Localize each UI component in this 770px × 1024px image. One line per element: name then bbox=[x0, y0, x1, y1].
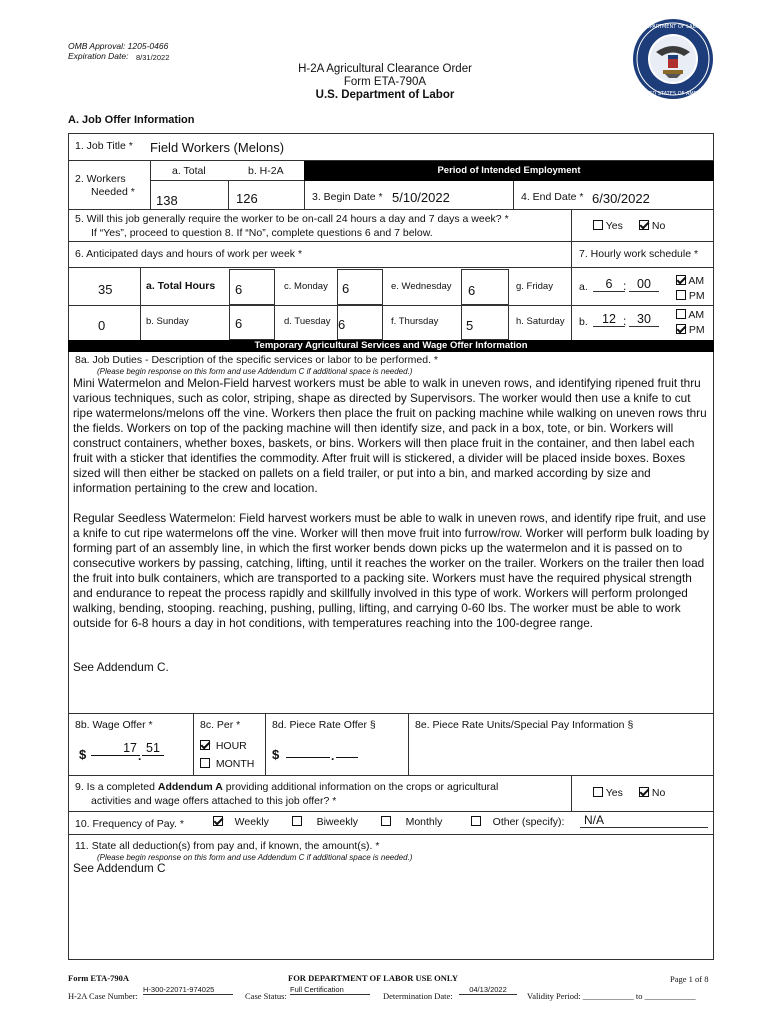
schedule-b-pm[interactable] bbox=[676, 324, 705, 336]
pay-weekly-option[interactable] bbox=[213, 816, 269, 828]
pay-biweekly-option[interactable] bbox=[292, 816, 358, 828]
schedule-b-pm-checkbox[interactable] bbox=[676, 324, 686, 334]
footer-page: Page 1 of 8 bbox=[670, 974, 709, 984]
addendum-yes-option[interactable] bbox=[593, 787, 623, 799]
total-label: a. Total bbox=[172, 165, 206, 177]
section-a-title: A. Job Offer Information bbox=[68, 114, 195, 126]
pay-monthly-checkbox[interactable] bbox=[381, 816, 391, 826]
monday-hours-field[interactable]: 6 bbox=[342, 281, 350, 296]
total-hours-field[interactable]: 35 bbox=[98, 282, 113, 297]
schedule-a-label: a. bbox=[579, 281, 588, 293]
sunday-label: b. Sunday bbox=[146, 316, 189, 327]
job-title-field[interactable]: Field Workers (Melons) bbox=[150, 140, 285, 155]
addendum-a-text-1: 9. Is a completed bbox=[75, 781, 158, 793]
job-title-label: 1. Job Title * bbox=[75, 140, 133, 152]
job-duties-label: 8a. Job Duties - Description of the specific services or labor to be performed. * bbox=[75, 354, 438, 366]
wednesday-hours-field[interactable]: 6 bbox=[468, 283, 476, 298]
expiration-label: Expiration Date: bbox=[68, 51, 129, 61]
pay-biweekly-label: Biweekly bbox=[316, 816, 359, 828]
schedule-b-hour[interactable]: 12 bbox=[593, 312, 625, 327]
addendum-a-question-2: activities and wage offers attached to this job offer? * bbox=[91, 795, 337, 807]
begin-date-label: 3. Begin Date * bbox=[312, 191, 383, 203]
determination-date-label: Determination Date: bbox=[383, 991, 453, 1001]
svg-text:UNITED STATES OF AMERICA: UNITED STATES OF AMERICA bbox=[637, 91, 709, 97]
tuesday-label: d. Tuesday bbox=[284, 316, 331, 327]
period-header: Period of Intended Employment bbox=[304, 161, 714, 181]
end-date-field[interactable]: 6/30/2022 bbox=[592, 191, 650, 206]
per-month-checkbox[interactable] bbox=[200, 758, 210, 768]
piece-rate-decimal: . bbox=[331, 749, 335, 763]
schedule-b-am-label: AM bbox=[688, 309, 705, 321]
pay-weekly-label: Weekly bbox=[234, 816, 269, 828]
schedule-a-pm-checkbox[interactable] bbox=[676, 290, 686, 300]
footer-form: Form ETA-790A bbox=[68, 973, 129, 983]
pay-other-field[interactable]: N/A bbox=[580, 813, 708, 828]
job-duties-para-1[interactable]: Mini Watermelon and Melon-Field harvest workers must be able to walk in uneven rows, and identifying ripened fruit thru various techniques, such as color, striping, shape as directed by Supervisors. The worker would then use a knife to cut ripe watermelons/melons off the vine. Workers then place the fruit on packing machine while walking on uneven rows thru the fields. Workers on top of the packing machine will then identify size, and pack in a box, tote, or bin. Workers will construct containers, whether boxes, baskets, or bins. Workers will then place fruit in the container, and then label each fruit with a sticker that identifies the commodity. After fruit will is stickered, a divider will be placed inside boxes. Boxes sized will then either be stacked on pallets on a field trailer, or put into a bin, and marked according by size and information pertaining to the crew and location. bbox=[73, 376, 707, 495]
days-hours-label: 6. Anticipated days and hours of work per week * bbox=[75, 248, 303, 260]
omb-approval: OMB Approval: 1205-0466 bbox=[68, 41, 169, 51]
monday-label: c. Monday bbox=[284, 281, 328, 292]
determination-date-field: 04/13/2022 bbox=[459, 985, 517, 995]
addendum-no-checkbox[interactable] bbox=[639, 787, 649, 797]
pay-weekly-checkbox[interactable] bbox=[213, 816, 223, 826]
schedule-a-pm-label: PM bbox=[688, 290, 705, 302]
oncall-yes-option[interactable] bbox=[593, 220, 623, 232]
end-date-label: 4. End Date * bbox=[521, 191, 584, 203]
addendum-a-text-2: providing additional information on the crops or agricultural bbox=[222, 781, 499, 793]
schedule-b-minute[interactable]: 30 bbox=[629, 312, 659, 327]
case-status-field: Full Certification bbox=[290, 985, 370, 995]
case-number-field: H-300-22071-974025 bbox=[143, 985, 233, 995]
total-hours-label: a. Total Hours bbox=[146, 280, 216, 292]
oncall-instructions: If “Yes”, proceed to question 8. If “No”, complete questions 6 and 7 below. bbox=[91, 227, 433, 239]
pay-other-label: Other (specify): bbox=[492, 816, 565, 828]
department-name: U.S. Department of Labor bbox=[315, 89, 455, 101]
pay-monthly-option[interactable] bbox=[381, 816, 442, 828]
addendum-no-option[interactable] bbox=[639, 787, 665, 799]
schedule-a-am[interactable] bbox=[676, 275, 704, 287]
schedule-b-label: b. bbox=[579, 316, 588, 328]
workers-needed-label: 2. Workers bbox=[75, 173, 126, 185]
oncall-yes-checkbox[interactable] bbox=[593, 220, 603, 230]
per-hour-label: HOUR bbox=[215, 740, 247, 752]
form-title: H-2A Agricultural Clearance Order bbox=[298, 63, 472, 75]
saturday-label: h. Saturday bbox=[516, 316, 565, 327]
addendum-no-label: No bbox=[651, 787, 666, 799]
piece-rate-dollar: $ bbox=[272, 747, 280, 762]
schedule-a-hour[interactable]: 6 bbox=[593, 277, 625, 292]
addendum-yes-label: Yes bbox=[605, 787, 623, 799]
schedule-a-colon: : bbox=[623, 279, 627, 293]
deductions-note: (Please begin response on this form and use Addendum C if additional space is needed.) bbox=[97, 853, 413, 862]
per-hour-option[interactable] bbox=[200, 740, 247, 752]
piece-rate-units-label: 8e. Piece Rate Units/Special Pay Information § bbox=[415, 719, 634, 731]
pay-other-checkbox[interactable] bbox=[471, 816, 481, 826]
expiration-date: 8/31/2022 bbox=[136, 53, 170, 62]
temp-services-header: Temporary Agricultural Services and Wage Offer Information bbox=[68, 340, 714, 352]
total-workers-field[interactable]: 138 bbox=[156, 193, 178, 208]
schedule-a-am-checkbox[interactable] bbox=[676, 275, 686, 285]
schedule-b-colon: : bbox=[623, 314, 627, 328]
friday-label: g. Friday bbox=[516, 281, 553, 292]
oncall-no-checkbox[interactable] bbox=[639, 220, 649, 230]
per-month-label: MONTH bbox=[215, 758, 255, 770]
addendum-a-question bbox=[75, 781, 498, 793]
sunday-hours-field[interactable]: 6 bbox=[235, 282, 243, 297]
tuesday-hours-field[interactable]: 6 bbox=[338, 317, 346, 332]
oncall-no-label: No bbox=[651, 220, 666, 232]
oncall-question: 5. Will this job generally require the worker to be on-call 24 hours a day and 7 days a week? * bbox=[75, 213, 509, 225]
schedule-a-pm[interactable] bbox=[676, 290, 705, 302]
schedule-a-am-label: AM bbox=[688, 275, 705, 287]
sunday-value-field[interactable]: 0 bbox=[98, 318, 106, 333]
deductions-field[interactable]: See Addendum C bbox=[73, 861, 166, 875]
validity-period: Validity Period: ____________ to ____________ bbox=[527, 991, 696, 1001]
case-status-label: Case Status: bbox=[245, 991, 287, 1001]
addendum-yes-checkbox[interactable] bbox=[593, 787, 603, 797]
workers-needed-label-2: Needed * bbox=[91, 186, 135, 198]
oncall-no-option[interactable] bbox=[639, 220, 665, 232]
job-duties-note: (Please begin response on this form and use Addendum C if additional space is needed.) bbox=[97, 367, 413, 376]
form-number: Form ETA-790A bbox=[343, 76, 427, 88]
svg-text:DEPARTMENT OF LABOR: DEPARTMENT OF LABOR bbox=[642, 24, 704, 30]
pay-monthly-label: Monthly bbox=[405, 816, 443, 828]
thursday-hours-field[interactable]: 5 bbox=[466, 318, 474, 333]
schedule-b-am[interactable] bbox=[676, 309, 704, 321]
work-schedule-label: 7. Hourly work schedule * bbox=[579, 248, 699, 260]
oncall-yes-label: Yes bbox=[605, 220, 623, 232]
wage-decimal: . bbox=[138, 749, 142, 763]
pay-other-option[interactable] bbox=[471, 816, 564, 828]
piece-rate-cents-field[interactable] bbox=[336, 741, 358, 758]
sunday-b-hours-field[interactable]: 6 bbox=[235, 316, 243, 331]
wage-dollars-field[interactable]: 17 bbox=[91, 741, 140, 756]
pay-biweekly-checkbox[interactable] bbox=[292, 816, 302, 826]
dol-seal-icon bbox=[632, 18, 714, 100]
thursday-label: f. Thursday bbox=[391, 316, 439, 327]
per-month-option[interactable] bbox=[200, 758, 254, 770]
case-number-label: H-2A Case Number: bbox=[68, 991, 138, 1001]
job-duties-para-3[interactable]: See Addendum C. bbox=[73, 660, 169, 674]
job-duties-para-2[interactable]: Regular Seedless Watermelon: Field harvest workers must be able to walk in uneven rows, and identify ripe fruit, and use a knife to cut ripe watermelons off the vine. Worker will then move fruit into furrow/row. Worker will perform bulk loading by forming part of an assembly line, in which the first worker bends down picks up the watermelon and it is passed on to consecutive workers by passing, catching, lifting, until it reaches the worker on the trailer. Workers on the trailer then load the fruit into bulk containers, which are transported to a packing site. Workers must have the required physical strength and endurance to repeat the process rapidly and skillfully involved in this type of work. Workers will perform prolonged walking, bending, stooping. reaching, pushing, pulling, lifting, and carrying 0-60 lbs. The worker must be able to work outside for 6-8 hours a day in hot conditions, with temperatures reaching into the 100-degree range. bbox=[73, 511, 709, 630]
piece-rate-label: 8d. Piece Rate Offer § bbox=[272, 719, 376, 731]
piece-rate-dollars-field[interactable] bbox=[286, 741, 330, 758]
per-hour-checkbox[interactable] bbox=[200, 740, 210, 750]
wage-cents-field[interactable]: 51 bbox=[142, 741, 164, 756]
begin-date-field[interactable]: 5/10/2022 bbox=[392, 190, 450, 205]
schedule-a-minute[interactable]: 00 bbox=[629, 277, 659, 292]
deductions-label: 11. State all deduction(s) from pay and, if known, the amount(s). * bbox=[75, 840, 380, 852]
schedule-b-pm-label: PM bbox=[688, 324, 705, 336]
wage-offer-label: 8b. Wage Offer * bbox=[75, 719, 153, 731]
h2a-label: b. H-2A bbox=[248, 165, 284, 177]
addendum-a-text-bold: Addendum A bbox=[157, 781, 223, 793]
h2a-workers-field[interactable]: 126 bbox=[236, 191, 258, 206]
footer-dol-only: FOR DEPARTMENT OF LABOR USE ONLY bbox=[288, 973, 458, 983]
schedule-b-am-checkbox[interactable] bbox=[676, 309, 686, 319]
per-label: 8c. Per * bbox=[200, 719, 241, 731]
wage-dollar-sign: $ bbox=[79, 747, 87, 762]
pay-frequency-label: 10. Frequency of Pay. * bbox=[75, 818, 184, 830]
wednesday-label: e. Wednesday bbox=[391, 281, 452, 292]
